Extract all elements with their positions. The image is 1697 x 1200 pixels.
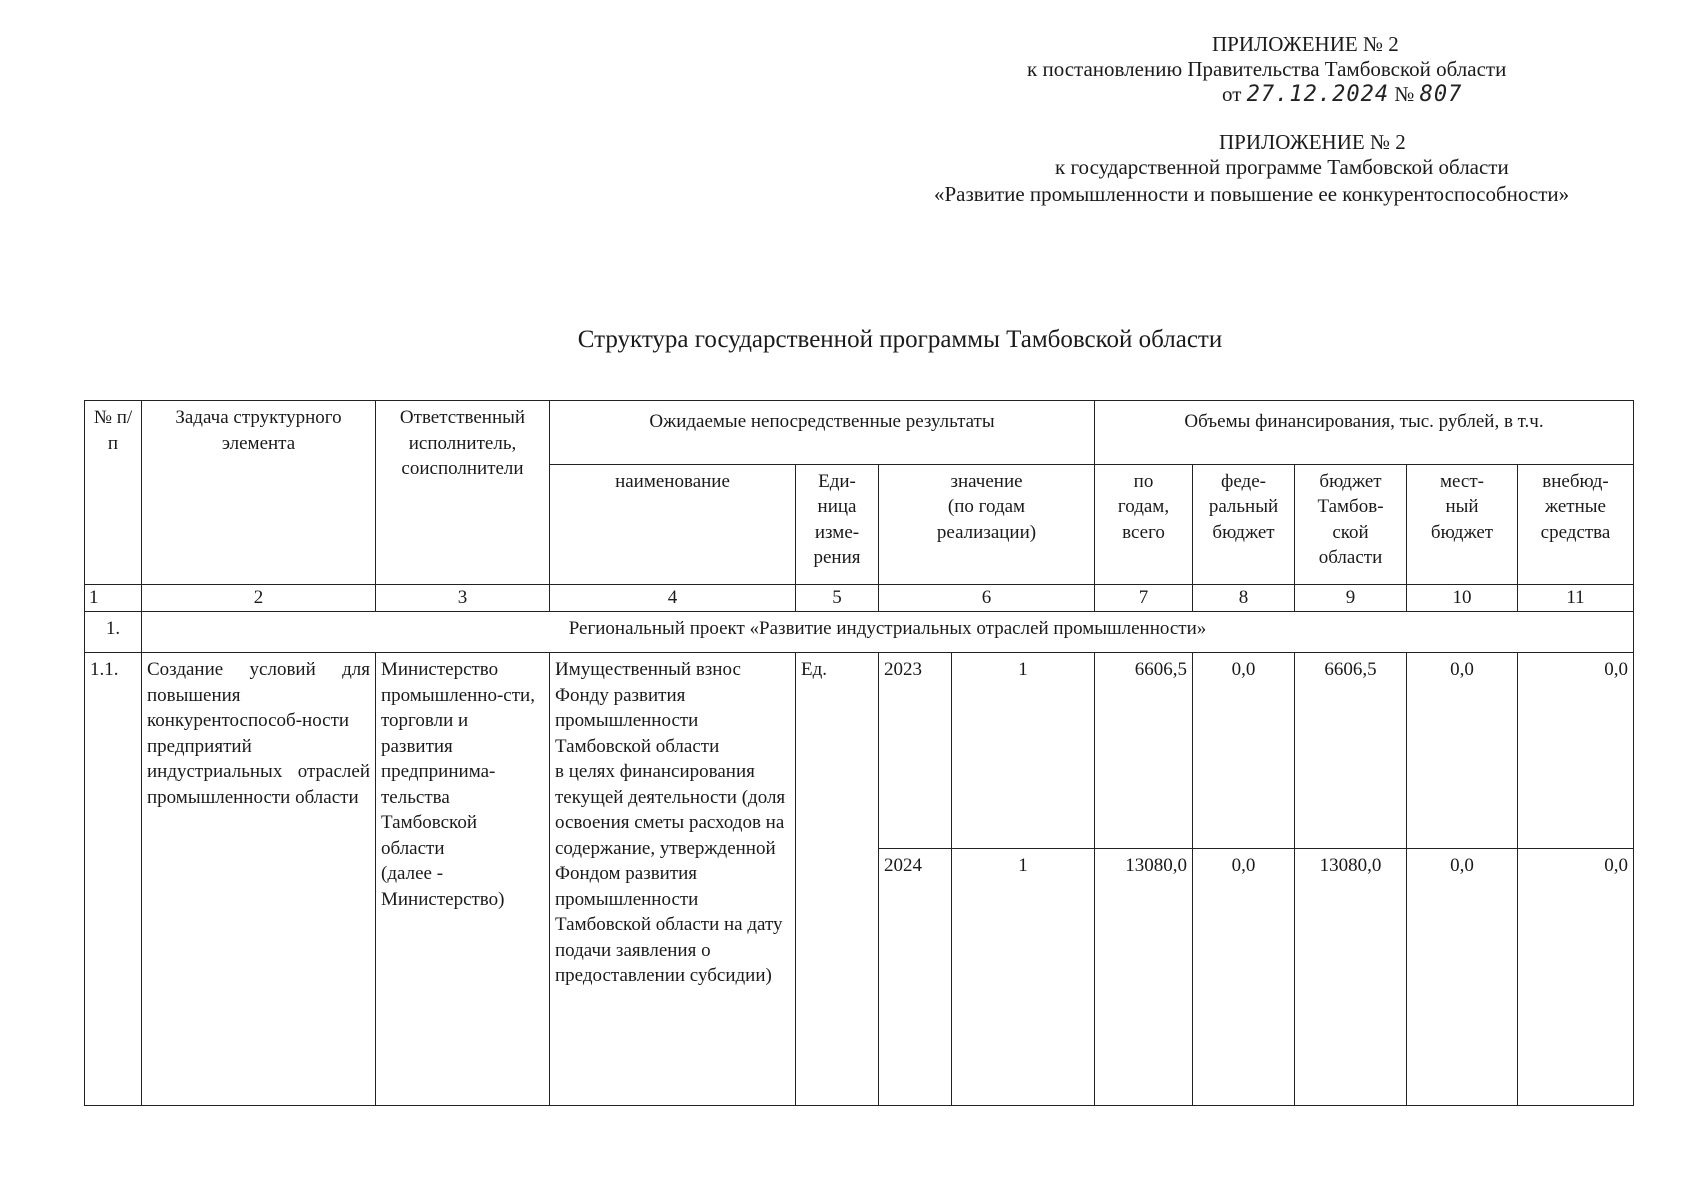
section-title: Региональный проект «Развитие индустриальных отраслей промышленности» [142, 612, 1634, 653]
column-number: 7 [1095, 585, 1193, 612]
column-number: 4 [550, 585, 796, 612]
year-2023: 2023 [879, 653, 952, 849]
annex2-title: ПРИЛОЖЕНИЕ № 2 [1219, 130, 1406, 154]
regional-2024: 13080,0 [1295, 849, 1407, 1106]
column-number: 1 [85, 585, 142, 612]
column-number: 2 [142, 585, 376, 612]
annex2-reference-line2: «Развитие промышленности и повышение ее конкурентоспособности» [934, 182, 1570, 206]
row-responsible: Министерство промышленно-сти, торговли и развития предпринима-тельства Тамбовской области (далее - Министерство) [376, 653, 550, 1106]
document-title: Структура государственной программы Тамбовской области [577, 326, 1223, 353]
column-number: 5 [796, 585, 879, 612]
annex1-from-label: от [1222, 82, 1242, 106]
header-col-regional: бюджет Тамбов- ской области [1295, 464, 1407, 584]
header-group-results: Ожидаемые непосредственные результаты [550, 401, 1095, 465]
column-number: 10 [1407, 585, 1518, 612]
annex1-title: ПРИЛОЖЕНИЕ № 2 [1212, 32, 1399, 56]
column-numbers-row [85, 585, 1634, 612]
annex1-reference-line: к постановлению Правительства Тамбовской области [1027, 57, 1507, 81]
annex1-handwritten-date: 27.12.2024 [1246, 82, 1390, 107]
annex1-number-label: № [1394, 82, 1415, 106]
total-2023: 6606,5 [1095, 653, 1193, 849]
header-col-federal: феде- ральный бюджет [1193, 464, 1295, 584]
section-number: 1. [85, 612, 142, 653]
program-structure-table [84, 400, 1634, 1106]
offbudget-2023: 0,0 [1518, 653, 1634, 849]
federal-2023: 0,0 [1193, 653, 1295, 849]
row-task: Создание условий для повышения конкурентоспособ-ности предприятий индустриальных отраслей промышленности области [142, 653, 376, 1106]
table-row [85, 653, 1634, 849]
value-2024: 1 [952, 849, 1095, 1106]
local-2024: 0,0 [1407, 849, 1518, 1106]
header-col-responsible: Ответственный исполнитель, соисполнители [376, 401, 550, 585]
column-number: 8 [1193, 585, 1295, 612]
row-unit: Ед. [796, 653, 879, 1106]
header-col-local: мест- ный бюджет [1407, 464, 1518, 584]
header-col-unit: Еди- ница изме- рения [796, 464, 879, 584]
column-number: 9 [1295, 585, 1407, 612]
row-result-name: Имущественный взнос Фонду развития промышленности Тамбовской области в целях финансирования текущей деятельности (доля освоения сметы расходов на содержание, утвержденной Фондом развития промышленности Тамбовской области на дату подачи заявления о предоставлении субсидии) [550, 653, 796, 1106]
column-number: 3 [376, 585, 550, 612]
header-group-finance: Объемы финансирования, тыс. рублей, в т.ч. [1095, 401, 1634, 465]
regional-2023: 6606,5 [1295, 653, 1407, 849]
annex1-date-line [1222, 80, 1462, 109]
row-number: 1.1. [85, 653, 142, 1106]
header-col-offbudget: внебюд- жетные средства [1518, 464, 1634, 584]
column-number: 11 [1518, 585, 1634, 612]
table-header-row-1 [85, 401, 1634, 465]
year-2024: 2024 [879, 849, 952, 1106]
annex1-handwritten-number: 807 [1419, 82, 1463, 107]
header-col-value: значение (по годам реализации) [879, 464, 1095, 584]
section-row [85, 612, 1634, 653]
local-2023: 0,0 [1407, 653, 1518, 849]
annex2-reference-line1: к государственной программе Тамбовской области [1055, 155, 1509, 179]
value-2023: 1 [952, 653, 1095, 849]
header-col-number: № п/п [85, 401, 142, 585]
header-col-name: наименование [550, 464, 796, 584]
header-col-task: Задача структурного элемента [142, 401, 376, 585]
total-2024: 13080,0 [1095, 849, 1193, 1106]
header-col-total: по годам, всего [1095, 464, 1193, 584]
federal-2024: 0,0 [1193, 849, 1295, 1106]
offbudget-2024: 0,0 [1518, 849, 1634, 1106]
column-number: 6 [879, 585, 1095, 612]
